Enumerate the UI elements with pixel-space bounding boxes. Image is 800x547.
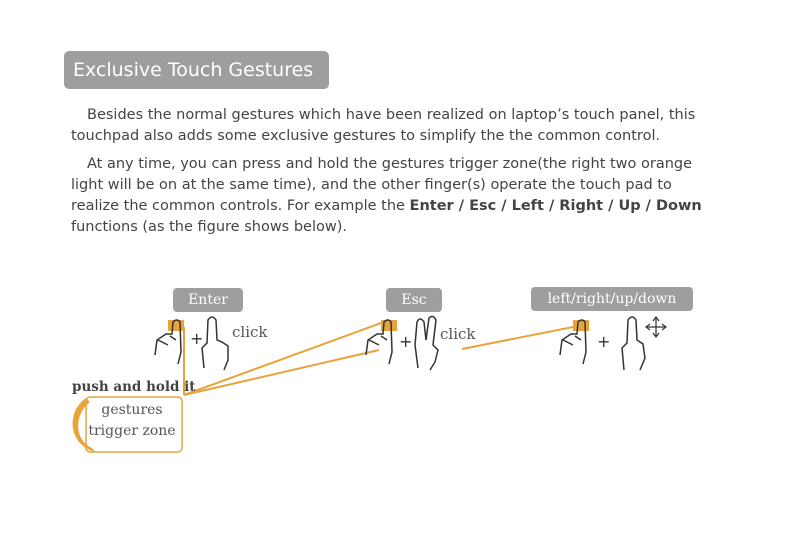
push-hold-label: push and hold it — [72, 379, 196, 395]
finger-click-icon — [202, 317, 228, 370]
plus-sign-enter: + — [190, 329, 204, 348]
esc-label: Esc — [386, 288, 442, 312]
instructions-text: At any time, you can press and hold the gestures trigger zone(the right two orange light will be on at the same time), and the other finger(s) operate the touch pad to realize the common controls. For example the — [71, 156, 693, 214]
section-title: Exclusive Touch Gestures — [64, 51, 329, 89]
connector-esc-lower — [184, 350, 379, 395]
trigger-zone-label-line1: gestures — [101, 402, 163, 418]
plus-sign-direction: + — [597, 332, 611, 351]
finger-move-icon — [622, 317, 645, 370]
trigger-light-direction — [573, 320, 589, 331]
instructions-text-end: functions (as the figure shows below). — [71, 219, 347, 235]
direction-gesture — [560, 317, 666, 370]
connector-esc-upper — [184, 322, 384, 395]
direction-label: left/right/up/down — [531, 287, 693, 311]
plus-sign-esc: + — [399, 332, 413, 351]
intro-text: Besides the normal gestures which have been realized on laptop’s touch panel, this touchpad also adds some exclusive gestures to simplify the the common control. — [71, 107, 696, 144]
click-label-enter: click — [232, 323, 268, 341]
move-arrows-icon — [646, 317, 666, 337]
trigger-zone-label-line2: trigger zone — [88, 423, 176, 439]
two-finger-click-icon — [415, 316, 438, 370]
enter-gesture — [155, 317, 228, 370]
click-label-esc: click — [440, 325, 476, 343]
functions-list: Enter / Esc / Left / Right / Up / Down — [409, 198, 702, 214]
enter-label: Enter — [173, 288, 243, 312]
trigger-light-enter — [168, 320, 184, 331]
